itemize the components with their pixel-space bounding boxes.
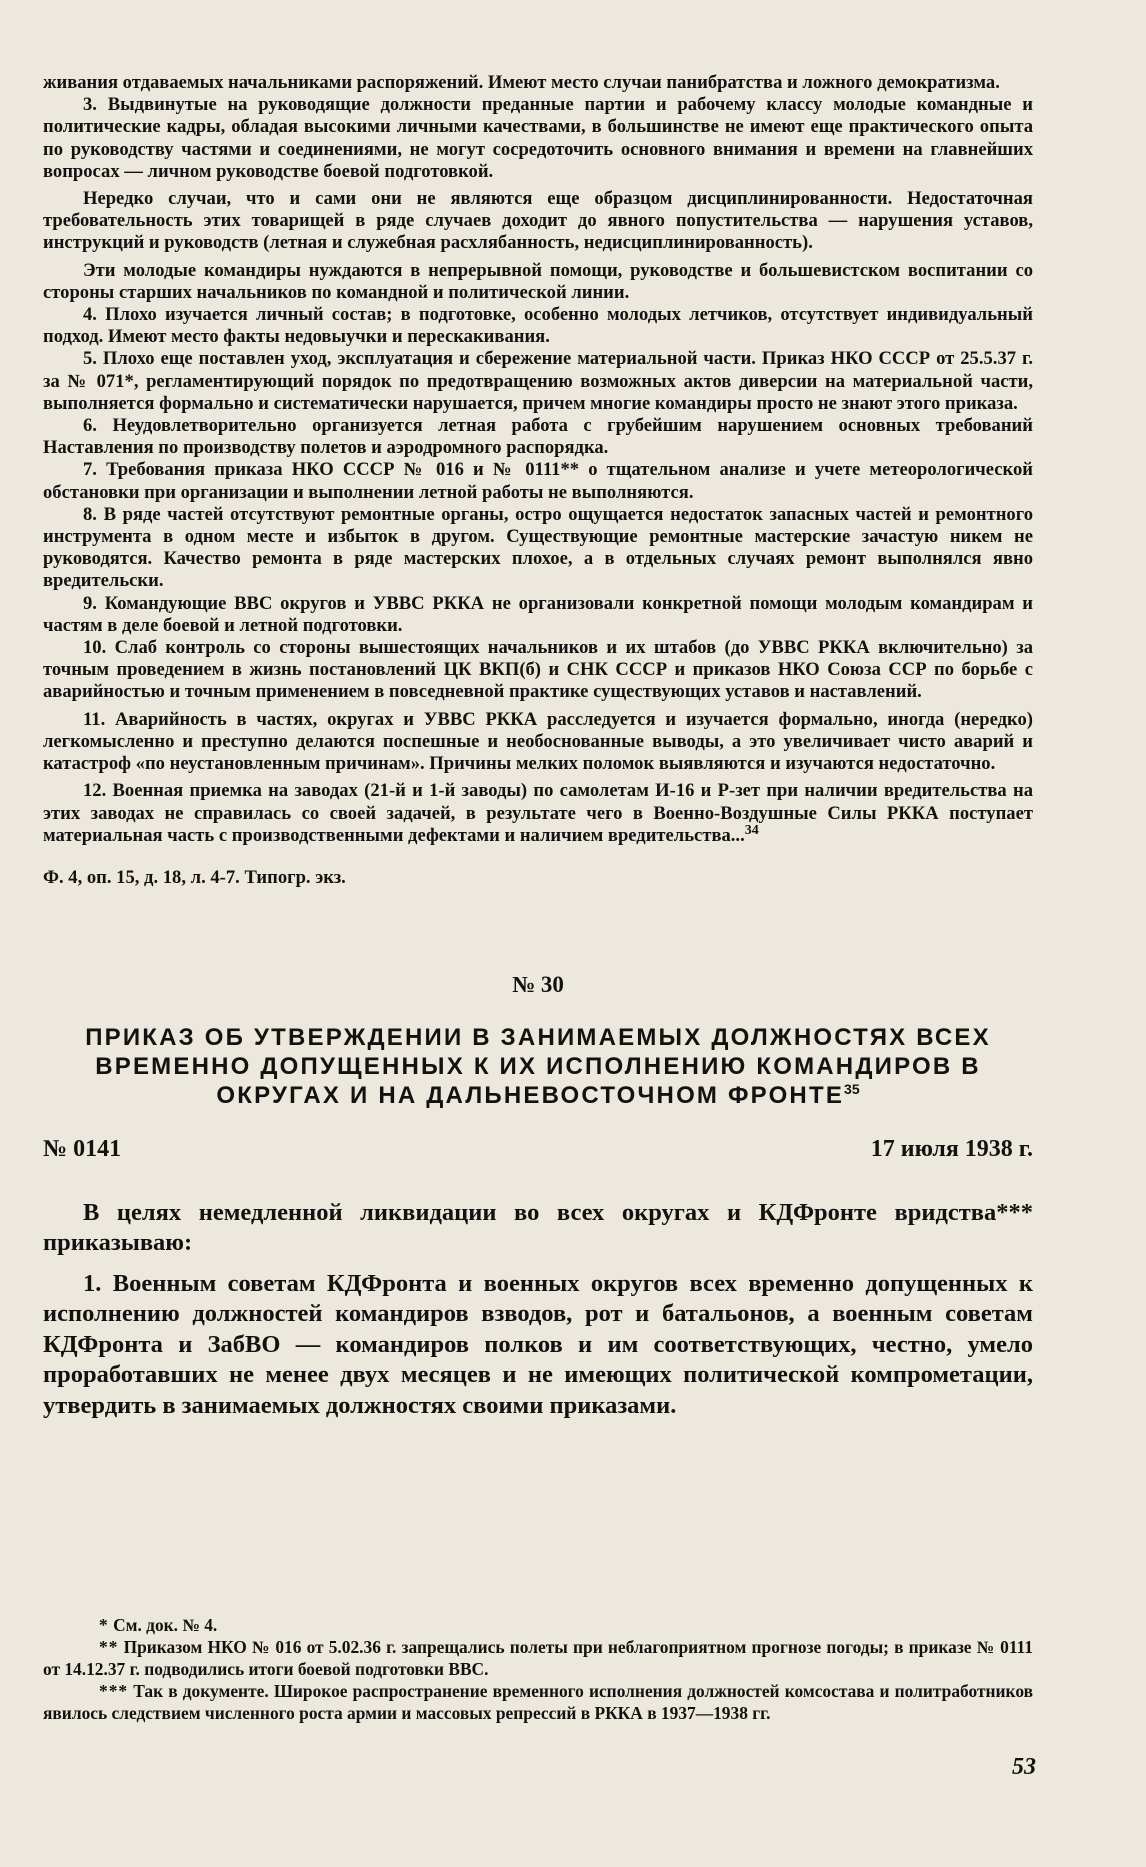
paragraph: Нередко случаи, что и сами они не являются еще образцом дисциплинированности. Недостаточная требовательность этих товарищей в ряде случаев доходит до явного попустительства — нарушения уставов, инструкций и руководств (летная и служебная расхлябанность, недисциплинированность). — [43, 188, 1033, 254]
page-number: 53 — [1012, 1754, 1036, 1780]
paragraph-text: 12. Военная приемка на заводах (21-й и 1-й заводы) по самолетам И-16 и Р-зет при наличии вредительства на этих заводах не справилась со своей задачей, в результате чего в Военно-Воздушные Силы РККА поступает материальная часть с производственными дефектами и наличием вредительства... — [43, 780, 1033, 846]
footnote-text: См. док. № 4. — [113, 1615, 218, 1635]
footnote-text: Так в документе. Широкое распространение временного исполнения должностей комсостава и политработников явилось следствием численного роста армии и массовых репрессий в РККА в 1937—1938 гг. — [43, 1681, 1033, 1723]
paragraph: 6. Неудовлетворительно организуется летная работа с грубейшим нарушением основных требований Наставления по производству полетов и аэродромного распорядка. — [43, 415, 1033, 459]
footnote-text: Приказом НКО № 016 от 5.02.36 г. запрещались полеты при неблагоприятном прогнозе погоды; в приказе № 0111 от 14.12.37 г. подводились итоги боевой подготовки ВВС. — [43, 1637, 1033, 1679]
paragraph: 9. Командующие ВВС округов и УВВС РККА не организовали конкретной помощи молодым командирам и частям в деле боевой и летной подготовки. — [43, 592, 1033, 636]
paragraph: Эти молодые командиры нуждаются в непрерывной помощи, руководстве и большевистском воспитании со стороны старших начальников по командной и политической линии. — [43, 259, 1033, 303]
footnote-ref: 35 — [844, 1080, 860, 1097]
document-title-text: ПРИКАЗ ОБ УТВЕРЖДЕНИИ В ЗАНИМАЕМЫХ ДОЛЖНОСТЯХ ВСЕХ ВРЕМЕННО ДОПУЩЕННЫХ К ИХ ИСПОЛНЕНИЮ КОМАНДИРОВ В ОКРУГАХ И НА ДАЛЬНЕВОСТОЧНОМ ФРОНТЕ — [85, 1023, 991, 1109]
paragraph: живания отдаваемых начальниками распоряжений. Имеют место случаи панибратства и ложного демократизма. — [43, 72, 1000, 93]
footnote — [43, 1614, 1033, 1636]
paragraph: 8. В ряде частей отсутствуют ремонтные органы, остро ощущается недостаток запасных частей и ремонтного инструмента в одном месте и избыток в другом. Существующие ремонтные мастерские зачастую никем не руководятся. Качество ремонта в ряде мастерских плохое, а в отдельных случаях ремонт выполнялся явно вредительски. — [43, 503, 1033, 592]
footnote-ref: 34 — [744, 822, 759, 838]
paragraph: 4. Плохо изучается личный состав; в подготовке, особенно молодых летчиков, отсутствует индивидуальный подход. Имеют место факты недовыучки и перескакивания. — [43, 304, 1033, 348]
footnote-mark: * — [99, 1615, 109, 1635]
order-point-1: 1. Военным советам КДФронта и военных округов всех временно допущенных к исполнению должностей командиров взводов, рот и батальонов, а военным советам КДФронта и ЗабВО — командиров полков и им соответствующих, честно, умело проработавших не менее двух месяцев и не имеющих политической компрометации, утвердить в занимаемых должностях своими приказами. — [43, 1269, 1033, 1419]
paragraph: 10. Слаб контроль со стороны вышестоящих начальников и их штабов (до УВВС РККА включительно) за точным проведением в жизнь постановлений ЦК ВКП(б) и СНК СССР и приказов НКО Союза ССР по борьбе с аварийностью и точным применением в повседневной практике существующих уставов и наставлений. — [43, 637, 1033, 703]
archive-source: Ф. 4, оп. 15, д. 18, л. 4-7. Типогр. экз. — [43, 866, 346, 888]
document-title — [43, 1023, 1033, 1110]
paragraph: 3. Выдвинутые на руководящие должности преданные партии и рабочему классу молодые командные и политические кадры, обладая высокими личными качествами, в большинстве не имеют еще практического опыта по руководству частями и соединениями, не могут сосредоточить основного внимания и времени на главнейших вопросах — личном руководстве боевой подготовкой. — [43, 94, 1033, 182]
footnotes — [43, 1614, 1033, 1724]
order-date: 17 июля 1938 г. — [870, 1135, 1033, 1162]
footnote — [43, 1636, 1033, 1680]
paragraph — [43, 780, 1033, 847]
footnote-mark: *** — [99, 1681, 129, 1701]
order-preamble: В целях немедленной ликвидации во всех округах и КДФронте вридства*** приказываю: — [43, 1198, 1033, 1257]
order-number: № 0141 — [43, 1135, 122, 1162]
order-header — [43, 1134, 1033, 1164]
footnote-mark: ** — [99, 1637, 119, 1657]
document-number: № 30 — [512, 971, 564, 997]
body-text — [43, 72, 1033, 1421]
paragraph: 11. Аварийность в частях, округах и УВВС РККА расследуется и изучается формально, иногда (нередко) легкомысленно и преступно делаются поспешные и необоснованные выводы, а это увеличивает чисто аварий и катастроф «по неустановленным причинам». Причины мелких поломок выявляются и изучаются недостаточно. — [43, 708, 1033, 775]
footnote — [43, 1680, 1033, 1724]
paragraph: 5. Плохо еще поставлен уход, эксплуатация и сбережение материальной части. Приказ НКО СССР от 25.5.37 г. за № 071*, регламентирующий порядок по предотвращению возможных актов диверсии на материальной части, выполняется формально и систематически нарушается, причем многие командиры просто не знают этого приказа. — [43, 348, 1033, 414]
paragraph: 7. Требования приказа НКО СССР № 016 и № 0111** о тщательном анализе и учете метеорологической обстановки при организации и выполнении летной работы не выполняются. — [43, 459, 1033, 503]
